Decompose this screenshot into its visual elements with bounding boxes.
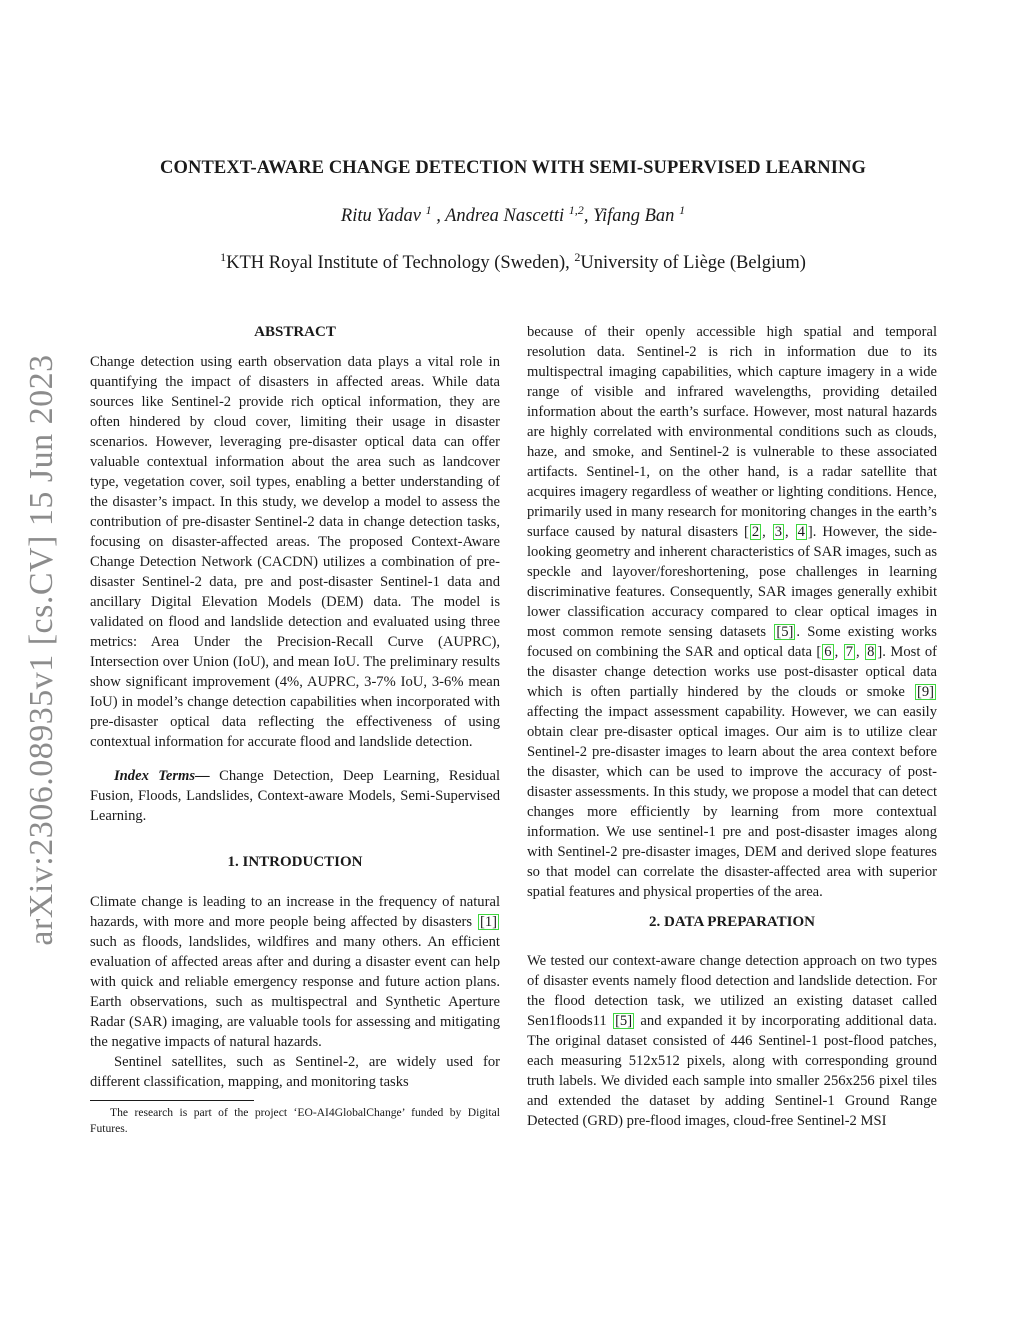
paper-title: CONTEXT-AWARE CHANGE DETECTION WITH SEMI-SUPERVISED LEARNING [160,158,866,178]
affiliation-mark: 1 [220,249,227,264]
arxiv-identifier-text: arXiv:2306.08935v1 [cs.CV] 15 Jun 2023 [23,354,60,946]
footnote: The research is part of the project ‘EO-AI4GlobalChange’ funded by Digital Futures. [90,1106,500,1135]
author-name: Yifang Ban [593,206,675,226]
citation-link[interactable]: [9] [916,684,934,700]
author-name: Ritu Yadav [340,206,421,226]
intro-paragraph-2-continued: because of their openly accessible high spatial and temporal resolution data. Sentinel-2 is rich in information due to its multispectral imaging capabilities, which capture imagery in a wide range of visible and infrared wavelengths, providing detailed information about the earth’s surface. However, most natural hazards are highly correlated with environmental conditions such as clouds, haze, and smoke, and Sentinel-2 is vulnerable to these associated artifacts. Sentinel-1, on the other hand, is a radar satellite that acquires imagery regardless of weather or lighting conditions. Hence, primarily used in many research for monitoring changes in the earth’s surface caused by natural disasters [ 2 , 3 , 4 ]. However, the side-looking geometry and inherent characteristics of SAR images, such as speckle and layover/foreshortening, pose challenges in learning discriminative features. Consequently, SAR images generally exhibit lower classification accuracy compared to clear optical images in most common remote sensing datasets [5] . Some existing works focused on combining the SAR and optical data [ 6 , 7 , 8 ]. Most of the disaster change detection works use post-disaster optical data which is often partially hindered by the clouds or smoke [9] affecting the impact assessment capability. However, we can easily obtain clear pre-disaster optical images. Our aim is to utilize clear Sentinel-2 pre-disaster images to learn about the area context before the disaster, which can be used to improve the accuracy of post-disaster assessments. In this study, we propose a model that can detect changes more efficiently by learning from more contextual information. We use sentinel-1 pre and post-disaster images along with Sentinel-2 pre-disaster images, DEM and derived slope features so that model can correlate the disaster-affected area with superior spatial features and physical properties of the area. [527,324,938,900]
index-terms-text: Change Detection, Deep Learning, Residual Fusion, Floods, Landslides, Context-aware Models, Semi-Supervised Learning. [90,768,501,824]
citation-link[interactable]: 8 [867,644,875,660]
arxiv-identifier [18,354,66,946]
citation-link[interactable]: 2 [751,524,760,540]
citation-link[interactable]: 4 [797,524,805,540]
index-terms [90,766,500,826]
data-prep-paragraph-1: We tested our context-aware change detection approach on two types of disaster events namely flood detection and landslide detection. For the flood detection task, we utilized an existing dataset called Sen1floods11 [5] and expanded it by incorporating additional data. The original dataset consisted of 446 Sentinel-1 post-flood patches, each measuring 512x512 pixels, along with corresponding ground truth labels. We divided each sample into smaller 256x256 pixel tiles and extended the dataset by adding Sentinel-1 Ground Range Detected (GRD) pre-flood images, cloud-free Sentinel-2 MSI [527,953,938,1129]
affiliation-text: University of Liège (Belgium) [580,253,806,273]
author-affiliation-mark: 1,2 [568,202,584,217]
citation-link[interactable]: [5] [615,1013,633,1029]
citation-link[interactable]: 3 [774,524,783,540]
intro-paragraph-1: Climate change is leading to an increase in the frequency of natural hazards, with more and more people being affected by disasters [1] such as floods, landslides, wildfires and many others. An efficient evaluation of affected areas after and during a disaster event can help with quick and reliable emergency response and future action plans. Earth observations, such as multispectral and Synthetic Aperture Radar (SAR) imaging, are valuable tools for assessing and mitigating the negative impacts of natural hazards. [90,894,500,1050]
left-column [90,322,500,1137]
abstract-text: Change detection using earth observation data plays a vital role in quantifying the impact of disasters in affected areas. While data sources like Sentinel-2 provide rich optical information, they are often hindered by cloud cover, limiting their usage in disaster scenarios. However, leveraging pre-disaster optical data can offer valuable contextual information about the area such as landcover type, vegetation cover, soil types, enabling a better understanding of the disaster’s impact. In this study, we develop a model to assess the contribution of pre-disaster Sentinel-2 data in change detection tasks, focusing on disaster-affected areas. The proposed Context-Aware Change Detection Network (CACDN) utilizes a combination of pre-disaster Sentinel-2 data, pre and post-disaster Sentinel-1 data and ancillary Digital Elevation Models (DEM) data. The model is validated on flood and landslide detection and evaluated using three metrics: Area Under the Precision-Recall Curve (AUPRC), Intersection over Union (IoU), and mean IoU. The preliminary results show significant improvement (4%, AUPRC, 3-7% IoU, 3-6% mean IoU) in model’s change detection capabilities when incorporated with pre-disaster optical data reflecting the effectiveness of using contextual information for accurate flood and landslide detection. [90,354,500,750]
footnote-rule [90,1100,254,1101]
section-heading-data-preparation: 2. DATA PREPARATION [649,914,815,930]
citation-link[interactable]: 7 [845,644,853,660]
section-heading-introduction: 1. INTRODUCTION [227,854,363,870]
author-name: Andrea Nascetti [445,206,565,226]
author-affiliation-mark: 1 [425,202,432,217]
author-affiliation-mark: 1 [679,202,686,217]
right-column [527,322,937,1131]
author-list: Ritu Yadav $^1$ , Andrea Nascetti $^{1,2}$, Yifang Ban $^1$ [340,202,686,226]
intro-paragraph-2: Sentinel satellites, such as Sentinel-2, are widely used for different classification, mapping, and monitoring tasks [90,1054,500,1090]
index-terms-label: Index Terms— [114,768,210,784]
citation-link[interactable]: 6 [824,644,832,660]
citation-link[interactable]: [5] [776,624,794,640]
abstract-heading: ABSTRACT [254,324,336,340]
affiliation-text: KTH Royal Institute of Technology (Sweden), [226,253,575,273]
affiliations [90,249,936,274]
affiliation-mark: 2 [574,249,581,264]
citation-link[interactable]: [1] [479,914,497,930]
